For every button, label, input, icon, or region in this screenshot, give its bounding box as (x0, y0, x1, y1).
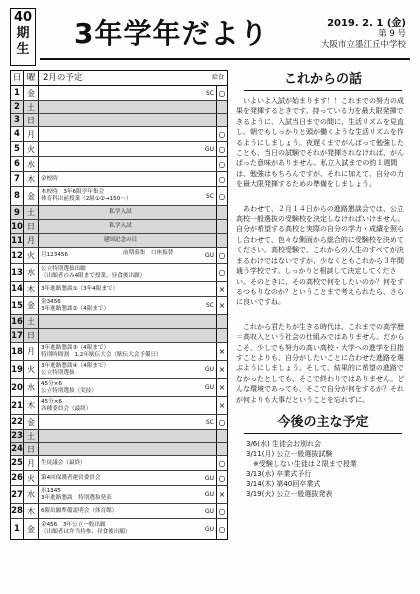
row-day: 18 (11, 343, 24, 360)
row-day: 7 (11, 172, 24, 186)
row-events (39, 86, 202, 100)
row-mark (202, 234, 216, 247)
event-line: 水1345 (41, 487, 61, 494)
row-events (39, 397, 202, 414)
event-line: 3年進路懇談②（4限まで） (41, 305, 110, 312)
calendar-row (11, 315, 227, 329)
row-mark: GU (204, 474, 214, 482)
calendar-row (11, 127, 227, 142)
schedule-item: 3/14(木) 第40回卒業式 (246, 479, 321, 488)
event-line: 金456 3年公立一般出願 (41, 522, 106, 529)
row-events (39, 315, 202, 328)
row-weekday: 金 (24, 86, 39, 100)
calendar-row (11, 361, 227, 379)
row-lunch: ○ (216, 456, 227, 470)
row-mark: GU (204, 525, 214, 533)
row-event-extra: 前期募集 口座振替 (123, 250, 174, 256)
row-lunch (216, 220, 227, 233)
header-divider (40, 58, 410, 60)
row-weekday: 土 (24, 430, 39, 442)
row-weekday: 土 (24, 206, 39, 219)
row-day: 24 (11, 444, 23, 454)
schedule-list (246, 439, 410, 499)
calendar-row (11, 343, 227, 361)
row-mark: GU (204, 491, 214, 498)
row-lunch: ○ (216, 471, 227, 485)
row-events (39, 415, 202, 429)
row-lunch: × (216, 379, 227, 396)
event-line: 第4回保護者運営委員会 (41, 474, 101, 481)
row-day: 28 (11, 506, 23, 516)
row-day: 3 (11, 114, 24, 126)
row-day: 1 (11, 519, 24, 539)
school-name: 大阪市立墨江丘中学校 (320, 40, 406, 50)
schedule-item: 3/11(月) 公立一般選抜試験 (246, 449, 333, 458)
row-lunch: ○ (216, 127, 227, 141)
row-mark (202, 264, 216, 281)
issue-no: 第 9 号 (378, 29, 406, 39)
row-events (39, 456, 202, 470)
event-line: 3年進路懇談①（3年4限まで） (41, 285, 119, 292)
row-weekday: 金 (24, 519, 39, 539)
schedule-item: 3/6(水) 生徒会お別れ会 (246, 439, 321, 448)
row-events (39, 343, 202, 360)
row-day: 16 (11, 316, 23, 327)
row-day: 2 (11, 101, 24, 113)
row-lunch: × (216, 282, 227, 296)
col-lunch: 給食 (211, 74, 224, 81)
row-events (39, 114, 202, 126)
article-paragraph: あわせて、２月１４日からの進路懇談会では、公立高校一般選抜の受験校を決定しなければいけません。自分が希望する高校と実際の自分の学力・成績を照らし合わせて、色々な側面から総合的に受験校を決めてください。高校受験で、これからの人生のすべてが決まるわけではないですが、少なくともこれから３年間通う学校です。しっかりと相談して決定してください。そのときに、その高校で何をしたいのか？何をするつもりなのか？ということまで考えられたら、さらに良いですね。 (236, 204, 405, 307)
row-weekday: 金 (24, 415, 39, 429)
row-weekday: 日 (24, 443, 39, 455)
row-weekday: 木 (24, 172, 39, 186)
row-mark (202, 443, 216, 455)
calendar-row (11, 142, 227, 157)
row-events (39, 297, 202, 314)
row-events (39, 172, 202, 186)
issue-label-2: 生 (16, 42, 30, 57)
calendar-row (11, 248, 227, 264)
row-mark (202, 430, 216, 442)
calendar-row (11, 486, 227, 504)
row-mark: GU (204, 252, 214, 259)
event-line: 私学入試 (109, 223, 132, 230)
row-weekday: 金 (24, 297, 39, 314)
event-line: 3年進路懇談 特別選抜発表 (41, 494, 112, 501)
row-mark (202, 206, 216, 219)
event-line: 建国記念の日 (103, 237, 138, 244)
row-day: 22 (11, 417, 23, 427)
row-weekday: 月 (24, 127, 39, 141)
row-mark (202, 329, 216, 342)
row-mark: GU (204, 507, 214, 515)
row-lunch: ○ (216, 519, 227, 539)
row-lunch (216, 430, 227, 442)
row-lunch: × (216, 343, 227, 360)
row-events (39, 206, 202, 219)
calendar-row (11, 101, 227, 114)
calendar-row (11, 86, 227, 101)
col-day: 日 (11, 71, 24, 85)
row-weekday: 日 (24, 114, 39, 126)
row-events (39, 471, 202, 485)
row-events (39, 504, 202, 518)
calendar-row (11, 114, 227, 127)
row-day: 20 (11, 379, 24, 396)
row-day: 5 (11, 142, 24, 156)
row-day: 13 (11, 264, 24, 281)
issue-info (286, 18, 406, 51)
row-events (39, 142, 202, 156)
row-day: 23 (11, 431, 23, 441)
row-mark (202, 172, 216, 186)
calendar-rows (11, 86, 227, 539)
row-day: 25 (11, 458, 23, 468)
row-lunch (216, 206, 227, 219)
calendar-row (11, 234, 227, 248)
calendar-row (11, 456, 227, 471)
row-lunch: ○ (216, 248, 227, 263)
event-line: 45分×6 (41, 380, 62, 387)
row-weekday: 土 (24, 101, 39, 113)
row-lunch: ○ (216, 415, 227, 429)
row-mark (202, 343, 216, 360)
schedule-item: 3/19(火) 公立一般選抜発表 (246, 489, 333, 498)
calendar-row (11, 430, 227, 443)
row-lunch: × (216, 397, 227, 414)
issue-date: 2019. 2. 1 (金) (327, 18, 406, 29)
row-weekday: 日 (24, 220, 39, 233)
row-lunch (216, 315, 227, 328)
article-column (236, 70, 410, 499)
article-paragraph: いよいよ入試が始まります！！これまでの努力の成果を発揮するときです。持っている力を最大限発揮できるように、入試当日までの間に、生活リズムを見直し、朝でもしっかりと頭が働くような生活リズムを作るようにしましょう。夜遅くまでがんばって勉強したことも、当日の試験でそれが発揮されなければ、がんばった意味がありません。私立入試までの約１週間は、勉強はもちろんですが、それに加えて、自分の力を最大限発揮するための準備をしましょう。 (236, 97, 404, 189)
event-line: 公立特別選抜（実技） (41, 387, 97, 394)
row-day: 19 (11, 361, 24, 378)
issue-number: 40 (13, 10, 33, 25)
event-line: 各種委員会（最終） (41, 405, 92, 412)
row-weekday: 月 (24, 234, 39, 247)
calendar-row (11, 264, 227, 282)
row-weekday: 月 (24, 343, 39, 360)
calendar-row (11, 206, 227, 220)
row-events (39, 519, 202, 539)
row-events (39, 127, 202, 141)
row-lunch: × (216, 297, 227, 314)
event-line: 私学入試 (109, 209, 132, 216)
row-mark: GU (204, 366, 214, 373)
calendar-row (11, 329, 227, 343)
row-mark: SC (206, 418, 214, 426)
row-events (39, 101, 202, 113)
event-line: 3年進路懇談③（4限まで） (41, 344, 110, 351)
calendar-row (11, 187, 227, 206)
row-day: 27 (11, 486, 24, 503)
calendar-row (11, 504, 227, 519)
row-weekday: 月 (24, 456, 39, 470)
event-line: 45分×6 (41, 398, 62, 405)
row-weekday: 水 (24, 157, 39, 171)
calendar-row (11, 415, 227, 430)
row-lunch: ○ (216, 187, 227, 205)
schedule-title: 今後の主な予定 (244, 413, 402, 434)
calendar-row (11, 282, 227, 297)
event-line: 特別時間割 1,2年駅伝大会（駅伝大会予備日） (41, 351, 162, 358)
col-month: 2月の予定 (43, 73, 83, 83)
calendar-row (11, 519, 227, 539)
calendar-row (11, 220, 227, 234)
issue-label-1: 期 (16, 26, 30, 41)
event-line: 金校時 (41, 175, 58, 182)
row-lunch (216, 234, 227, 247)
page-title: 3年学年だより (74, 17, 269, 50)
row-weekday: 木 (24, 282, 39, 296)
row-weekday: 水 (24, 379, 39, 396)
event-line: 木校時 3年6限学年集会 (41, 189, 105, 196)
row-day: 4 (11, 127, 24, 141)
row-weekday: 火 (24, 471, 39, 485)
row-lunch (216, 329, 227, 342)
row-events (39, 157, 202, 171)
calendar-row (11, 397, 227, 415)
row-mark (202, 114, 216, 126)
row-day: 9 (11, 206, 24, 219)
monthly-calendar (10, 70, 228, 540)
row-lunch (216, 443, 227, 455)
row-events (39, 430, 202, 442)
event-line: 体育科出前授業（2組①②→150～） (41, 196, 132, 202)
newsletter-page (10, 8, 410, 586)
row-weekday: 火 (24, 142, 39, 156)
calendar-row (11, 443, 227, 456)
row-mark: SC (206, 89, 214, 97)
row-lunch (216, 114, 227, 126)
row-lunch: ○ (216, 142, 227, 156)
row-mark (202, 220, 216, 233)
row-lunch: ○ (216, 172, 227, 186)
event-line: 公立特別選抜 (41, 369, 75, 376)
col-week: 曜 (24, 71, 39, 85)
calendar-header (11, 71, 227, 86)
row-mark (202, 315, 216, 328)
row-lunch: ○ (216, 86, 227, 100)
row-day: 12 (11, 248, 24, 263)
row-day: 6 (11, 157, 24, 171)
row-weekday: 木 (24, 397, 39, 414)
row-lunch: × (216, 361, 227, 378)
row-weekday: 水 (24, 264, 39, 281)
row-lunch: ○ (216, 504, 227, 518)
row-events (39, 443, 202, 455)
row-mark (202, 456, 216, 470)
row-events (39, 234, 202, 247)
issue-box (10, 8, 36, 66)
row-day: 11 (11, 235, 23, 246)
row-mark (202, 157, 216, 171)
row-events (39, 329, 202, 342)
row-weekday: 火 (24, 361, 39, 378)
row-lunch (216, 101, 227, 113)
row-weekday: 火 (24, 248, 39, 263)
row-mark: GU (204, 384, 214, 391)
row-day: 15 (11, 297, 24, 314)
calendar-row (11, 172, 227, 187)
row-events (39, 486, 202, 503)
row-mark: GU (204, 145, 214, 153)
schedule-section (236, 413, 410, 499)
row-weekday: 土 (24, 315, 39, 328)
schedule-item: ※受験しない生徒は２限まで授業 (246, 459, 357, 468)
row-mark (202, 282, 216, 296)
row-day: 26 (11, 473, 23, 483)
row-mark: SC (206, 192, 214, 200)
row-events (39, 220, 202, 233)
calendar-row (11, 157, 227, 172)
row-day: 8 (11, 187, 24, 205)
event-line: 金3456 (41, 298, 61, 305)
event-line: 公立特別選抜出願 (41, 265, 86, 272)
row-day: 14 (11, 284, 23, 294)
row-day: 10 (11, 221, 23, 232)
row-mark: SC (206, 302, 214, 309)
row-day: 21 (11, 397, 24, 414)
calendar-row (11, 297, 227, 315)
schedule-item: 3/13(水) 卒業式予行 (246, 469, 312, 478)
event-line: 6限出願準備説明会（体育館） (41, 507, 118, 514)
event-line: 生徒議会（最終） (41, 459, 86, 466)
event-line: 月123456 (41, 252, 68, 259)
row-weekday: 日 (24, 329, 39, 342)
article-paragraph: これから君たちが生きる時代は、これまでの高学歴＝高収入という社会の仕組みではありません。だからこそ、少しでも努力の高い高校・大学への進学を目指すことよりも、自分がしたいことに合わせた進路を選ぶようにしましょう。そして、結果的に希望の進路でなかったとしても、そこで終わりではありません。どんな環境であっても、そこで自分が何をするか？それが何よりも大事だということを忘れずに。 (236, 322, 405, 404)
row-events (39, 379, 202, 396)
row-events (39, 264, 202, 281)
calendar-row (11, 379, 227, 397)
row-day: 1 (11, 86, 24, 100)
row-weekday: 水 (24, 486, 39, 503)
row-mark (202, 397, 216, 414)
article-title: これからの話 (244, 70, 402, 91)
row-events (39, 248, 202, 263)
event-line: 3年進路懇談④（4限まで） (41, 362, 110, 369)
row-events (39, 361, 202, 378)
row-day: 17 (11, 330, 23, 341)
event-line: （出願者のみ4限まで授業、昼食後出願） (41, 272, 146, 279)
event-line: （出願者は弁当持参、昼食後出願） (41, 529, 131, 535)
row-lunch: ○ (216, 264, 227, 281)
row-events (39, 282, 202, 296)
row-lunch: × (216, 486, 227, 503)
row-weekday: 金 (24, 187, 39, 205)
row-weekday: 木 (24, 504, 39, 518)
row-lunch: ○ (216, 157, 227, 171)
row-events (39, 187, 202, 205)
calendar-row (11, 471, 227, 486)
row-mark (202, 127, 216, 141)
row-mark (202, 101, 216, 113)
